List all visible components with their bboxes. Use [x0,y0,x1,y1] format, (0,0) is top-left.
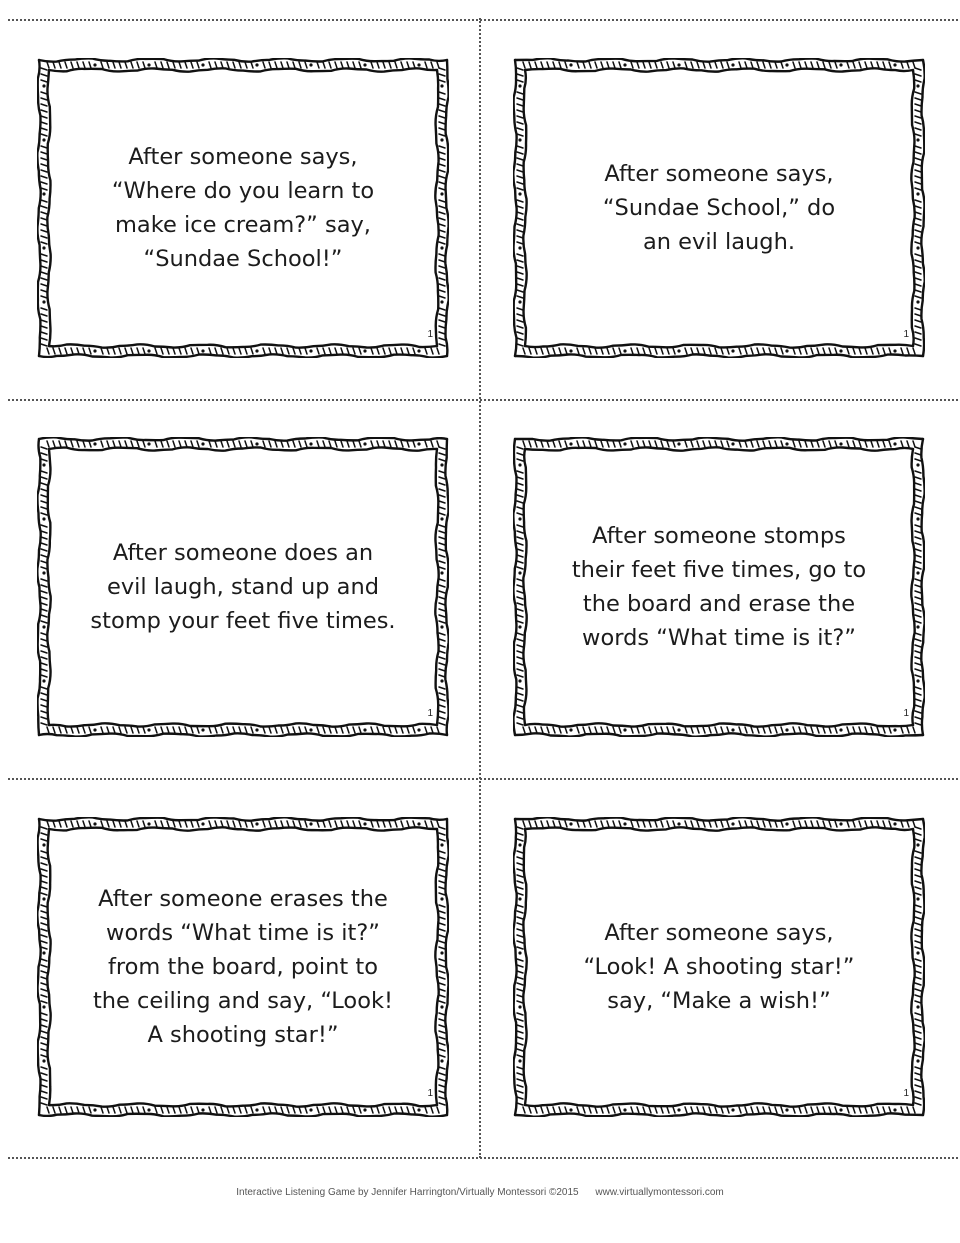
card-instruction: After someone erases the words “What time is it?” from the board, point to the ceiling and say, “Look! A shooting star!” [92,886,394,1048]
horizontal-cut-line [8,778,958,780]
card-instruction: After someone says, “Look! A shooting star!” say, “Make a wish!” [583,920,855,1014]
card-instruction: After someone stomps their feet five times, go to the board and erase the words “What time is it?” [571,523,867,651]
card-number: 1 [903,329,909,340]
card-number: 1 [427,329,433,340]
card-instruction: After someone says, “Where do you learn to make ice cream?” say, “Sundae School!” [111,144,375,272]
task-card [37,437,449,737]
horizontal-cut-line [8,19,958,21]
task-card [513,817,925,1117]
task-card [513,58,925,358]
card-instruction: After someone does an evil laugh, stand up and stomp your feet five times. [90,540,396,634]
horizontal-cut-line [8,399,958,401]
card-number: 1 [427,1088,433,1099]
footer-url[interactable]: www.virtuallymontessori.com [595,1187,724,1198]
card-number: 1 [903,1088,909,1099]
footer-credit: Interactive Listening Game by Jennifer Harrington/Virtually Montessori ©2015 [236,1187,579,1198]
task-card [37,817,449,1117]
card-instruction: After someone says, “Sundae School,” do an evil laugh. [602,161,836,255]
task-card [37,58,449,358]
vertical-cut-line [479,18,481,1158]
card-number: 1 [427,708,433,719]
horizontal-cut-line [8,1157,958,1159]
card-number: 1 [903,708,909,719]
task-card [513,437,925,737]
footer [0,1187,960,1198]
